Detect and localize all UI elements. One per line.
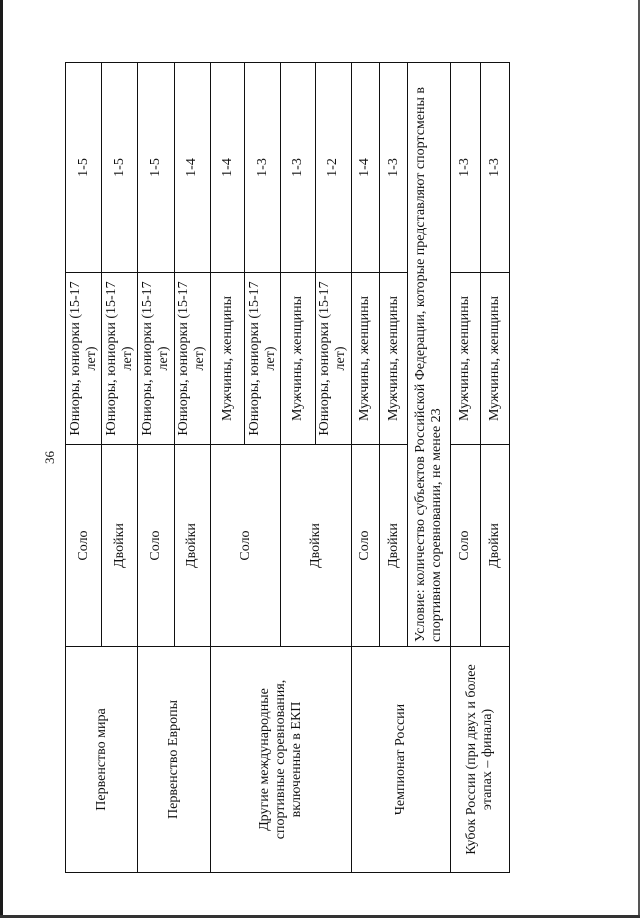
- discipline-cell: Соло: [351, 445, 379, 647]
- competition-cell: Чемпионат России: [351, 647, 450, 873]
- category-cell: Юниоры, юниорки (15-17 лет): [315, 273, 351, 445]
- table-row: [210, 63, 244, 873]
- places-cell: 1-3: [245, 63, 281, 273]
- table-row: [138, 63, 174, 873]
- category-cell: Мужчины, женщины: [380, 273, 408, 445]
- discipline-cell: Двойки: [174, 445, 210, 647]
- table-row: [66, 63, 102, 873]
- places-cell: 1-5: [102, 63, 138, 273]
- discipline-cell: Соло: [66, 445, 102, 647]
- table-row: [450, 63, 480, 873]
- places-cell: 1-4: [210, 63, 244, 273]
- places-cell: 1-3: [281, 63, 315, 273]
- places-cell: 1-3: [450, 63, 480, 273]
- rotated-sheet: [65, 63, 510, 873]
- category-cell: Юниоры, юниорки (15-17 лет): [174, 273, 210, 445]
- category-cell: Мужчины, женщины: [281, 273, 315, 445]
- category-cell: Мужчины, женщины: [480, 273, 509, 445]
- table-row: [351, 63, 379, 873]
- competition-cell: Первенство мира: [66, 647, 138, 873]
- category-cell: Юниоры, юниорки (15-17 лет): [102, 273, 138, 445]
- places-cell: 1-2: [315, 63, 351, 273]
- places-cell: 1-5: [66, 63, 102, 273]
- places-cell: 1-4: [174, 63, 210, 273]
- category-cell: Юниоры, юниорки (15-17 лет): [138, 273, 174, 445]
- discipline-cell: Соло: [210, 445, 280, 647]
- category-cell: Мужчины, женщины: [210, 273, 244, 445]
- competition-cell: Другие международные спортивные соревнования, включенные в ЕКП: [210, 647, 351, 873]
- discipline-cell: Соло: [450, 445, 480, 647]
- places-cell: 1-5: [138, 63, 174, 273]
- discipline-cell: Соло: [138, 445, 174, 647]
- condition-cell: Условие: количество субъектов Российской Федерации, которые представляют спортсмены в спортивном соревновании, не менее 23: [408, 63, 450, 647]
- discipline-cell: Двойки: [380, 445, 408, 647]
- category-cell: Юниоры, юниорки (15-17 лет): [245, 273, 281, 445]
- category-cell: Мужчины, женщины: [450, 273, 480, 445]
- discipline-cell: Двойки: [102, 445, 138, 647]
- category-cell: Мужчины, женщины: [351, 273, 379, 445]
- discipline-cell: Двойки: [281, 445, 351, 647]
- places-cell: 1-3: [380, 63, 408, 273]
- page-frame-left: [0, 0, 3, 918]
- sport-ranking-table: [65, 62, 510, 873]
- places-cell: 1-4: [351, 63, 379, 273]
- places-cell: 1-3: [480, 63, 509, 273]
- competition-cell: Кубок России (при двух и более этапах – финала): [450, 647, 510, 873]
- competition-cell: Первенство Европы: [138, 647, 210, 873]
- category-cell: Юниоры, юниорки (15-17 лет): [66, 273, 102, 445]
- discipline-cell: Двойки: [480, 445, 509, 647]
